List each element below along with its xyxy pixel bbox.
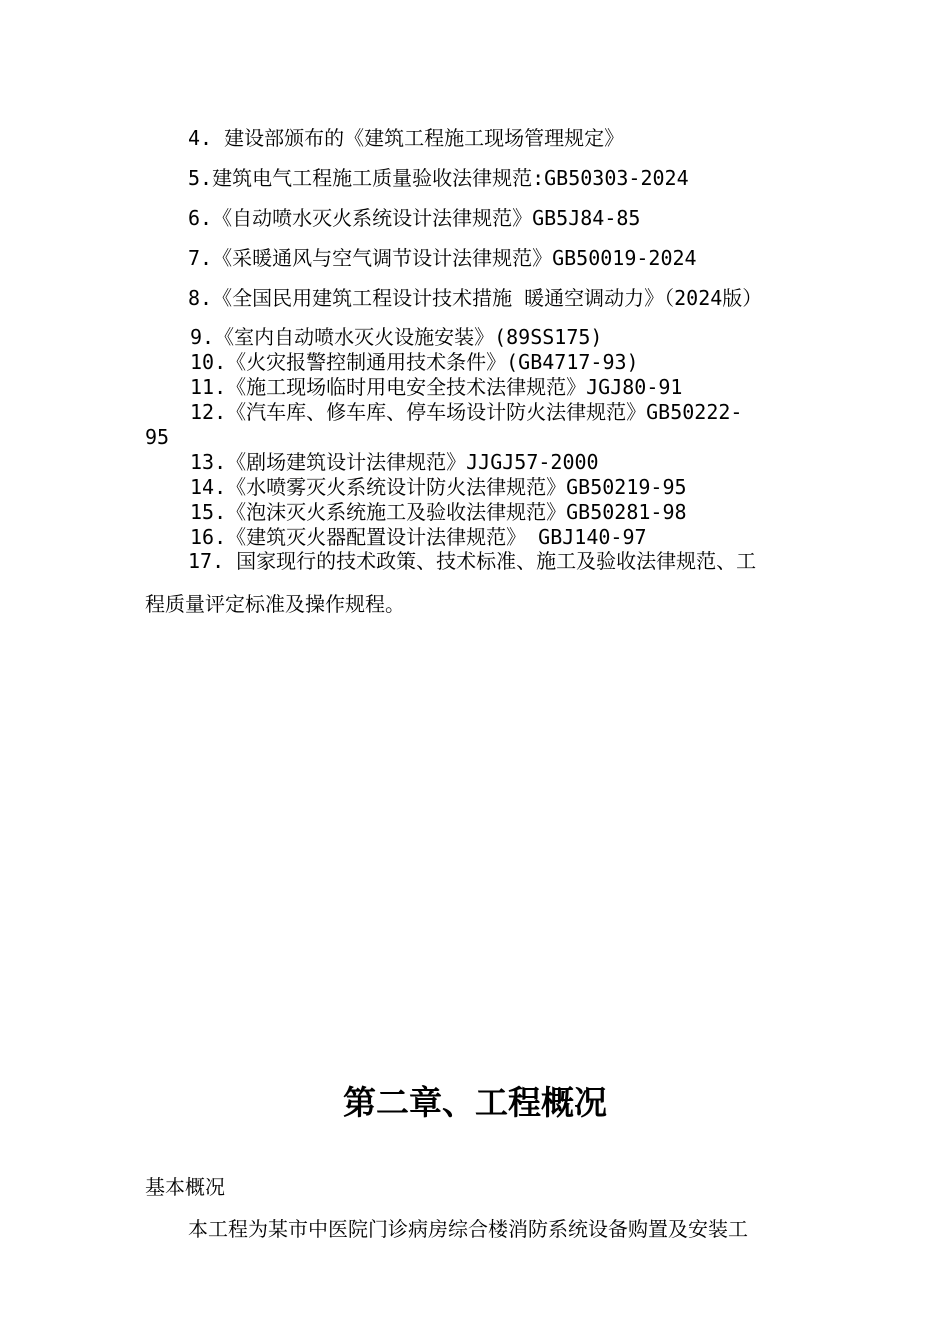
reference-item: 8.《全国民用建筑工程设计技术措施 暖通空调动力》（2024版）: [188, 286, 763, 310]
reference-item: 5.建筑电气工程施工质量验收法律规范:GB50303-2024: [188, 166, 689, 190]
chapter-title: 第二章、工程概况: [343, 1083, 607, 1122]
reference-item: 12.《汽车库、修车库、停车场设计防火法律规范》GB50222-: [190, 400, 743, 424]
reference-item: 6.《自动喷水灭火系统设计法律规范》GB5J84-85: [188, 206, 641, 230]
reference-item: 11.《施工现场临时用电安全技术法律规范》JGJ80-91: [190, 375, 683, 399]
reference-item: 17. 国家现行的技术政策、技术标准、施工及验收法律规范、工: [188, 549, 757, 573]
reference-item: 15.《泡沫灭火系统施工及验收法律规范》GB50281-98: [190, 500, 687, 524]
reference-item: 10.《火灾报警控制通用技术条件》(GB4717-93): [190, 350, 639, 374]
reference-item: 16.《建筑灭火器配置设计法律规范》 GBJ140-97: [190, 525, 647, 549]
body-paragraph: 本工程为某市中医院门诊病房综合楼消防系统设备购置及安装工: [188, 1217, 748, 1241]
section-heading: 基本概况: [145, 1175, 225, 1199]
reference-item: 4. 建设部颁布的《建筑工程施工现场管理规定》: [188, 126, 625, 150]
reference-item: 13.《剧场建筑设计法律规范》JJGJ57-2000: [190, 450, 599, 474]
reference-item-continuation: 95: [145, 425, 170, 449]
reference-item: 7.《采暖通风与空气调节设计法律规范》GB50019-2024: [188, 246, 697, 270]
reference-item: 14.《水喷雾灭火系统设计防火法律规范》GB50219-95: [190, 475, 687, 499]
reference-item-continuation: 程质量评定标准及操作规程。: [145, 592, 405, 616]
reference-item: 9.《室内自动喷水灭火设施安装》(89SS175): [190, 325, 603, 349]
